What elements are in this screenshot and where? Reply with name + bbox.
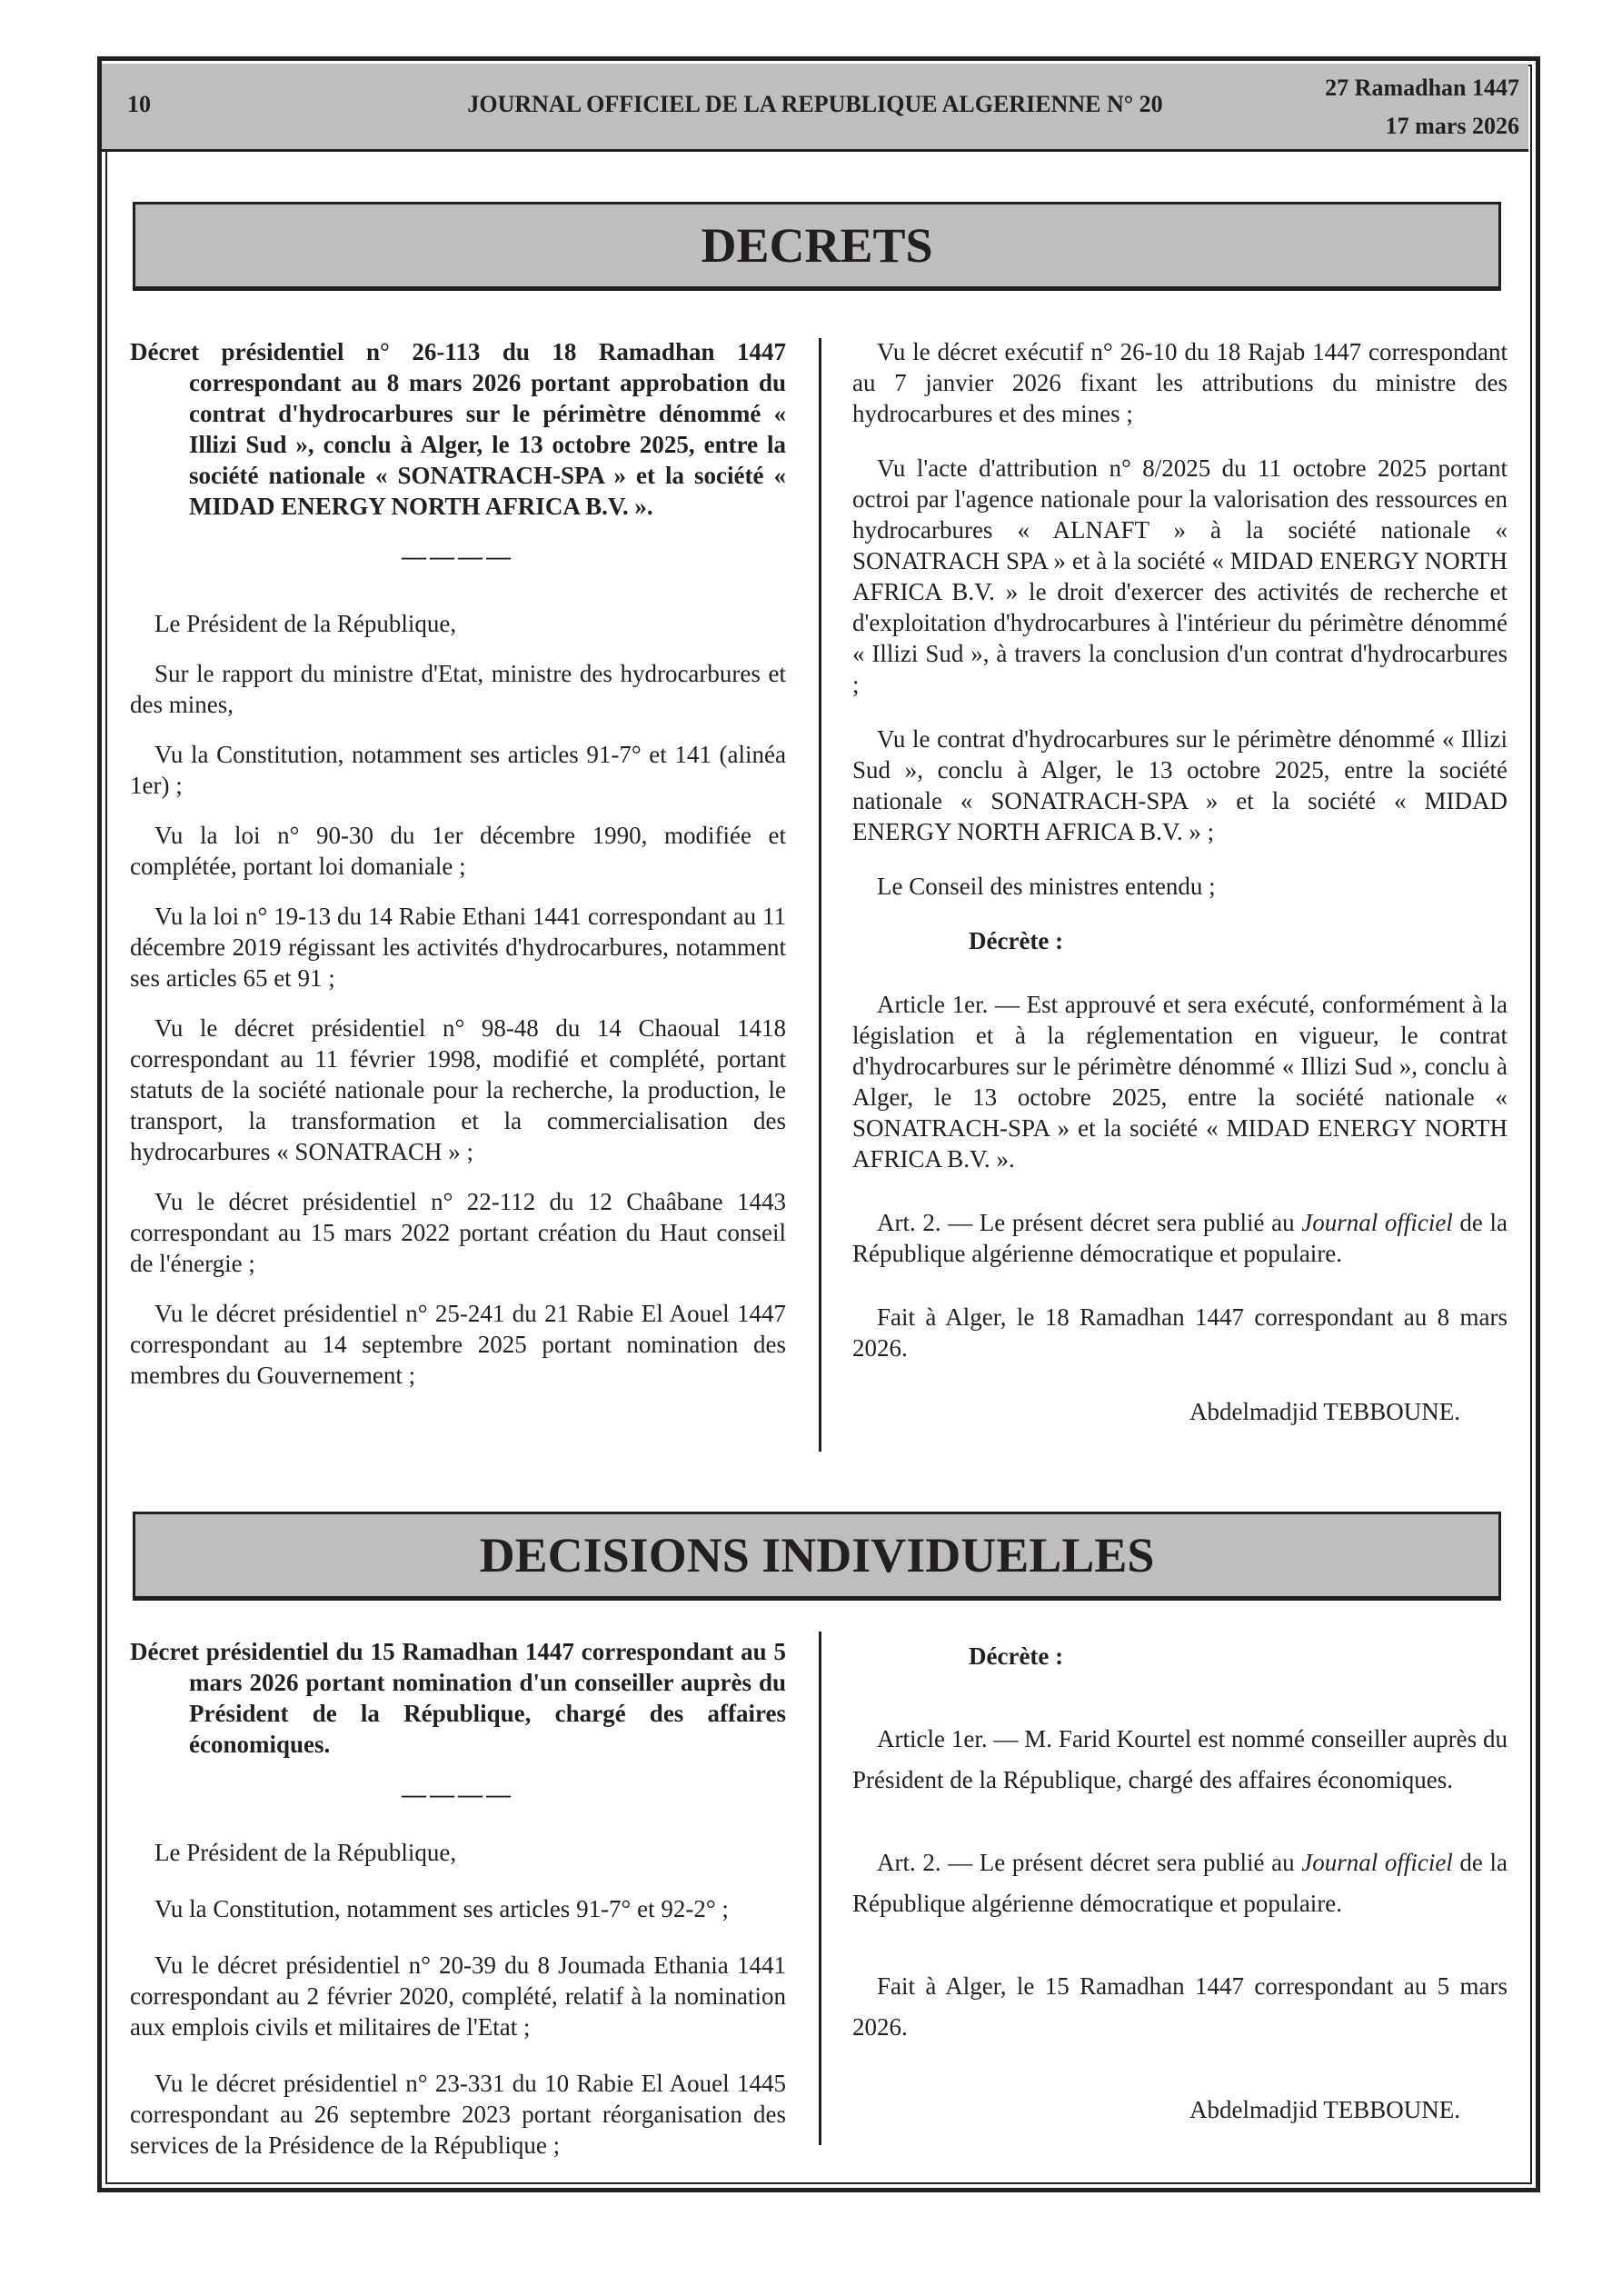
- journal-header: [102, 64, 1528, 152]
- signature: Abdelmadjid TEBBOUNE.: [1189, 2096, 1460, 2123]
- page-number: 10: [127, 91, 151, 117]
- column-divider: [819, 1632, 821, 2145]
- journal-title: JOURNAL OFFICIEL DE LA REPUBLIQUE ALGERIENNE N° 20: [467, 91, 1163, 117]
- decision-left-column: [130, 1636, 786, 2180]
- paragraph: Vu le contrat d'hydrocarbures sur le périmètre dénommé « Illizi Sud », conclu à Alger, le 13 octobre 2025, entre la société nationale « SONATRACH-SPA » et la société « MIDAD ENERGY NORTH AFRICA B.V. » ;: [852, 725, 1508, 845]
- issue-date: [1325, 69, 1519, 145]
- article-2-text: Art. 2. — Le présent décret sera publié au: [877, 1849, 1302, 1876]
- paragraph: Le Président de la République,: [154, 610, 457, 637]
- column-divider: [819, 338, 821, 1452]
- date-gregorian: 17 mars 2026: [1385, 113, 1519, 139]
- separator: ————: [402, 1781, 514, 1808]
- done-at: Fait à Alger, le 15 Ramadhan 1447 correspondant au 5 mars 2026.: [852, 1972, 1508, 2041]
- paragraph: Le Conseil des ministres entendu ;: [877, 873, 1216, 900]
- paragraph: Vu la Constitution, notamment ses articles 91-7° et 141 (alinéa 1er) ;: [130, 741, 786, 799]
- done-at: Fait à Alger, le 18 Ramadhan 1447 correspondant au 8 mars 2026.: [852, 1303, 1508, 1362]
- decret-heading: Décret présidentiel n° 26-113 du 18 Ramadhan 1447 correspondant au 8 mars 2026 portant approbation du contrat d'hydrocarbures sur le périmètre dénommé « Illizi Sud », conclu à Alger, le 13 octobre 2025, entre la société nationale « SONATRACH-SPA » et la société « MIDAD ENERGY NORTH AFRICA B.V. ».: [130, 338, 786, 520]
- paragraph: Le Président de la République,: [154, 1839, 457, 1866]
- paragraph: Vu l'acte d'attribution n° 8/2025 du 11 octobre 2025 portant octroi par l'agence nationale pour la valorisation des ressources en hydrocarbures « ALNAFT » à la société nationale « SONATRACH SPA » et à la société « MIDAD ENERGY NORTH AFRICA B.V. » le droit d'exercer des activités de recherche et d'exploitation d'hydrocarbures à l'intérieur du périmètre dénommé « Illizi Sud », à travers la conclusion d'un contrat d'hydrocarbures ;: [852, 454, 1508, 698]
- paragraph: Vu le décret présidentiel n° 23-331 du 10 Rabie El Aouel 1445 correspondant au 26 septembre 2023 portant réorganisation des services de la Présidence de la République ;: [130, 2070, 786, 2159]
- article-1: Article 1er. — Est approuvé et sera exécuté, conformément à la législation et à la réglementation en vigueur, le contrat d'hydrocarbures sur le périmètre dénommé « Illizi Sud », conclu à Alger, le 13 octobre 2025, entre la société nationale « SONATRACH-SPA » et la société « MIDAD ENERGY NORTH AFRICA B.V. ».: [852, 991, 1508, 1173]
- decret-right-column: [852, 336, 1508, 1446]
- separator: ————: [402, 543, 514, 570]
- date-hijri: 27 Ramadhan 1447: [1325, 75, 1519, 101]
- article-2: [852, 1842, 1508, 1924]
- article-1: Article 1er. — M. Farid Kourtel est nommé conseiller auprès du Président de la République, chargé des affaires économiques.: [852, 1725, 1508, 1793]
- paragraph: Vu la loi n° 90-30 du 1er décembre 1990, modifiée et complétée, portant loi domaniale ;: [130, 822, 786, 880]
- paragraph: Vu le décret exécutif n° 26-10 du 18 Rajab 1447 correspondant au 7 janvier 2026 fixant les attributions du ministre des hydrocarbures et des mines ;: [852, 338, 1508, 427]
- article-2: [852, 1207, 1508, 1269]
- journal-officiel-italic: Journal officiel: [1301, 1849, 1453, 1876]
- decrete-label: Décrète :: [969, 1642, 1064, 1670]
- paragraph: Sur le rapport du ministre d'Etat, ministre des hydrocarbures et des mines,: [130, 660, 786, 718]
- paragraph: Vu le décret présidentiel n° 25-241 du 21 Rabie El Aouel 1447 correspondant au 14 septembre 2025 portant nomination des membres du Gouvernement ;: [130, 1300, 786, 1389]
- paragraph: Vu le décret présidentiel n° 98-48 du 14 Chaoual 1418 correspondant au 11 février 1998, modifié et complété, portant statuts de la société nationale pour la recherche, la production, le transport, la transformation et la commercialisation des hydrocarbures « SONATRACH » ;: [130, 1014, 786, 1165]
- decision-right-column: [852, 1636, 1508, 2150]
- article-2-text: Art. 2. — Le présent décret sera publié au: [877, 1209, 1302, 1236]
- decret-left-column: [130, 336, 786, 1410]
- paragraph: Vu la Constitution, notamment ses articles 91-7° et 92-2° ;: [154, 1895, 729, 1922]
- signature: Abdelmadjid TEBBOUNE.: [1189, 1398, 1460, 1425]
- decision-heading: Décret présidentiel du 15 Ramadhan 1447 correspondant au 5 mars 2026 portant nomination d'un conseiller auprès du Président de la République, chargé des affaires économiques.: [130, 1638, 786, 1758]
- article-2-text-end: de la République algérienne démocratique et populaire.: [852, 1209, 1508, 1267]
- journal-officiel-italic: Journal officiel: [1301, 1209, 1453, 1236]
- paragraph: Vu le décret présidentiel n° 22-112 du 12 Chaâbane 1443 correspondant au 15 mars 2022 portant création du Haut conseil de l'énergie ;: [130, 1188, 786, 1277]
- paragraph: Vu le décret présidentiel n° 20-39 du 8 Joumada Ethania 1441 correspondant au 2 février 2020, complété, relatif à la nomination aux emplois civils et militaires de l'Etat ;: [130, 1952, 786, 2041]
- section-title-decrets: DECRETS: [133, 202, 1501, 291]
- paragraph: Vu la loi n° 19-13 du 14 Rabie Ethani 1441 correspondant au 11 décembre 2019 régissant les activités d'hydrocarbures, notamment ses articles 65 et 91 ;: [130, 903, 786, 992]
- article-2-text-end: de la République algérienne démocratique et populaire.: [852, 1849, 1508, 1917]
- decrete-label: Décrète :: [969, 927, 1064, 954]
- section-title-decisions: DECISIONS INDIVIDUELLES: [133, 1512, 1501, 1601]
